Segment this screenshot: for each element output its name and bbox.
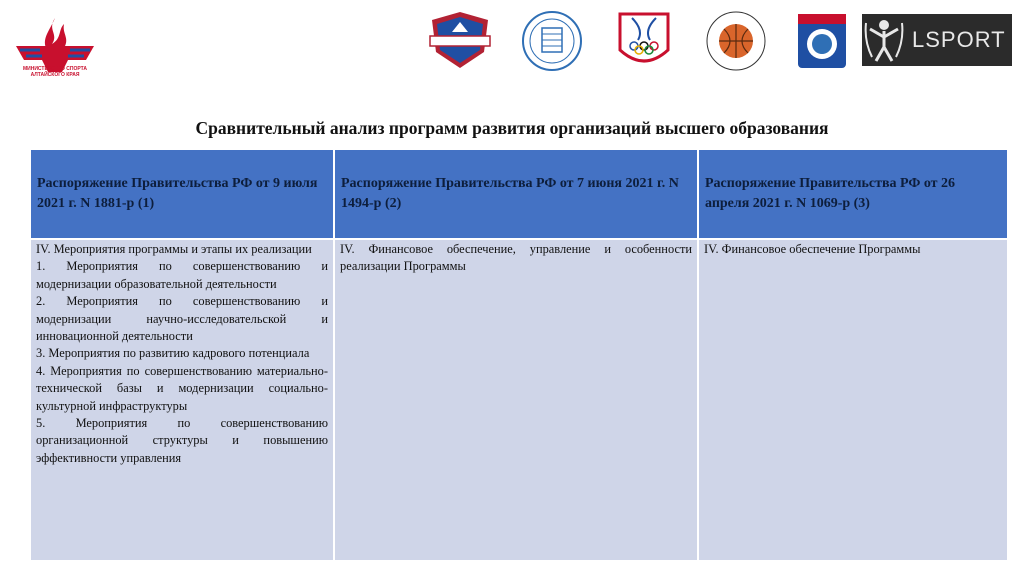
lsport-text: LSPORT (912, 27, 1006, 52)
blue-emblem-logo (790, 10, 854, 72)
cell-order-1069 (698, 239, 1007, 560)
university-shield-logo (428, 10, 492, 72)
cell-order-1881 (31, 239, 334, 560)
cell-text: IV. Финансовое обеспечение, управление и особенности реализации Программы (340, 242, 692, 274)
list-item: 5. Мероприятия по совершенствованию организационной структуры и повышению эффективности управления (36, 416, 328, 465)
table-row (31, 239, 1007, 560)
list-item: IV. Мероприятия программы и этапы их реализации (36, 242, 312, 256)
header-order-1494: Распоряжение Правительства РФ от 7 июня 2021 г. N 1494-р (2) (334, 150, 698, 239)
altai-basket-logo (704, 10, 768, 72)
list-item: 1. Мероприятия по совершенствованию и модернизации образовательной деятельности (36, 259, 328, 291)
list-item: 3. Мероприятия по развитию кадрового потенциала (36, 346, 310, 361)
academy-round-logo (520, 10, 584, 72)
header-order-1069: Распоряжение Правительства РФ от 26 апреля 2021 г. N 1069-р (3) (698, 150, 1007, 239)
cell-text: IV. Финансовое обеспечение Программы (704, 242, 921, 256)
logos-bar (0, 0, 1024, 100)
header-order-1881: Распоряжение Правительства РФ от 9 июля 2021 г. N 1881-р (1) (31, 150, 334, 239)
athlete-icon (862, 17, 906, 63)
list-item: 2. Мероприятия по совершенствованию и модернизации научно-исследовательской и инновационной деятельности (36, 294, 328, 344)
lsport-logo (862, 14, 1012, 66)
auor-olympic-logo (612, 10, 676, 72)
table-header-row (31, 150, 1007, 239)
cell-order-1494 (334, 239, 698, 560)
list-item: 4. Мероприятия по совершенствованию материально-технической базы и модернизации социально-культурной инфраструктуры (36, 363, 328, 413)
ministry-text: МИНИСТЕРСТВО СПОРТА АЛТАЙСКОГО КРАЯ (22, 66, 88, 78)
slide-title: Сравнительный анализ программ развития организаций высшего образования (195, 118, 829, 138)
comparison-table (31, 150, 1007, 560)
